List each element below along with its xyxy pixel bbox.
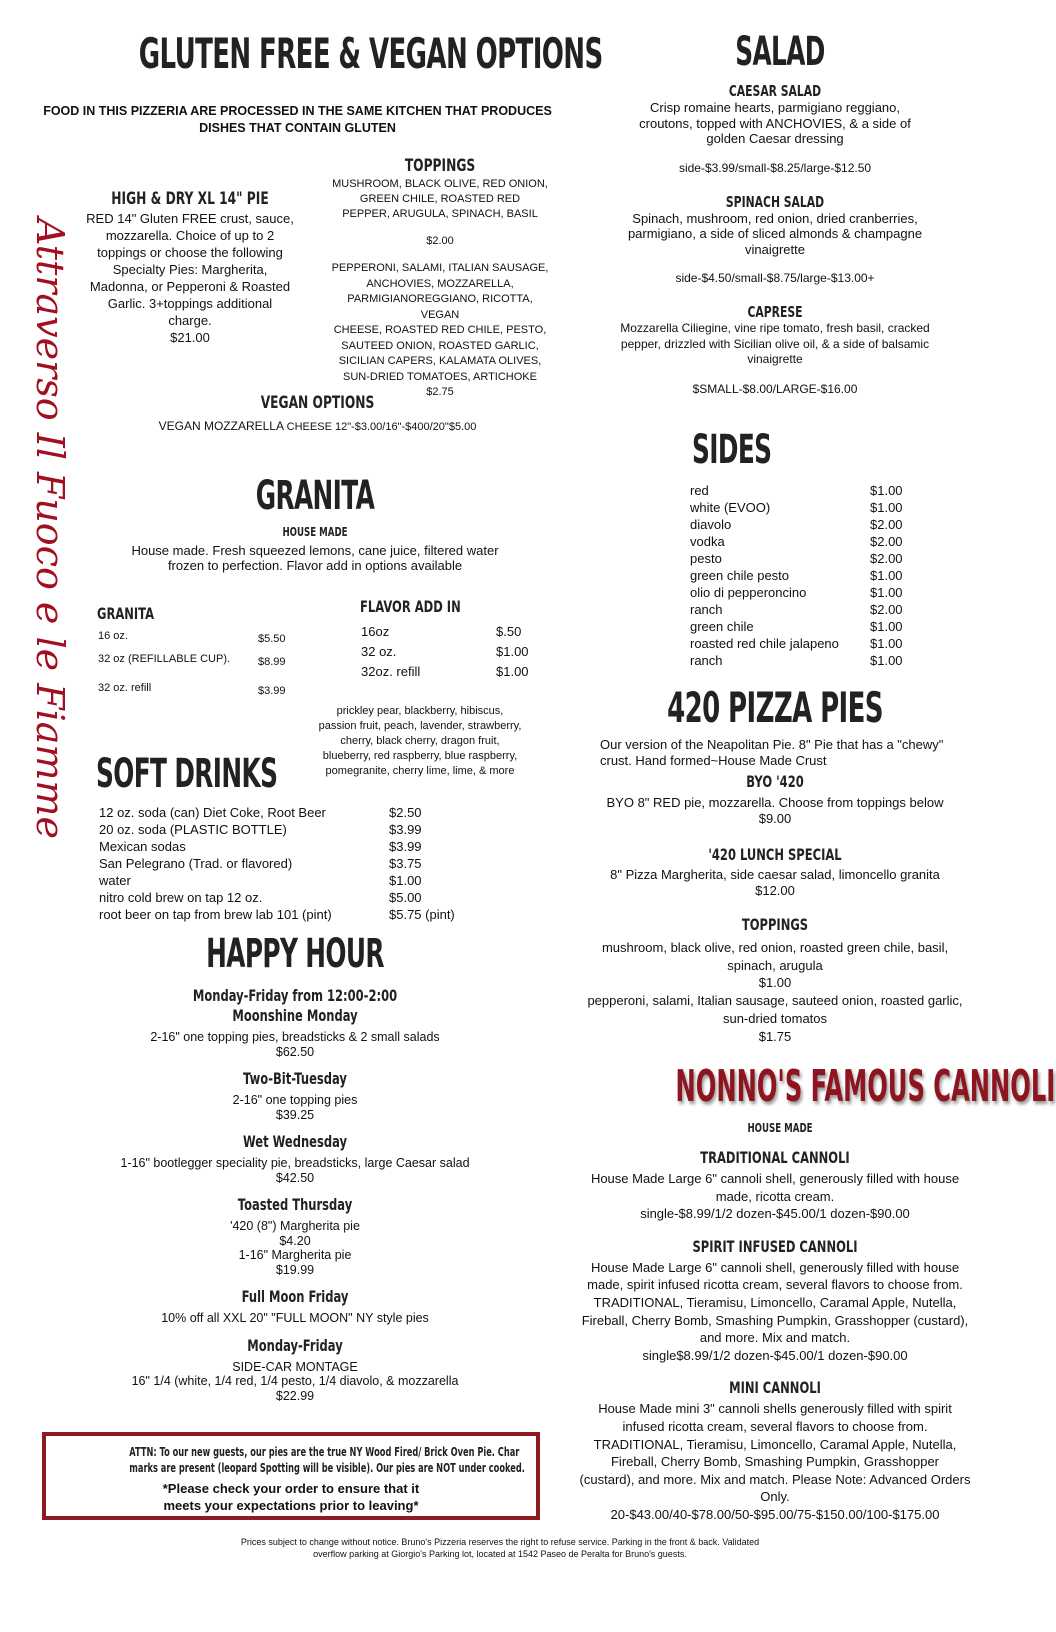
granita-item-price: $8.99 [258, 656, 286, 668]
attn-line1: ATTN: To our new guests, our pies are the true NY Wood Fired/ Brick Oven Pie. Char [129, 1444, 520, 1459]
vegan-line: VEGAN MOZZARELLA CHEESE 12"-$3.00/16"-$400/20"$5.00 [158, 419, 477, 433]
special-line: 10% off all XXL 20" "FULL MOON" NY style pies [161, 1311, 429, 1325]
high-dry-line: Garlic. 3+toppings additional [107, 296, 273, 311]
side-item-price: $1.00 [870, 500, 903, 515]
cannoli-desc-line: Fireball, Cherry Bomb, Smashing Pumpkin, Grasshopper [610, 1454, 940, 1470]
cannoli-desc-line: made, ricotta cream. [715, 1188, 835, 1204]
granita-item-name: 32 oz (REFILLABLE CUP). [98, 653, 231, 665]
cannoli-desc-line: House Made Large 6" cannoli shell, generously filled with house [590, 1171, 960, 1186]
lunch-price: $12.00 [755, 883, 795, 898]
happy-hour-special [90, 1132, 500, 1185]
sides-title: SIDES [692, 427, 772, 473]
pie-topping-line: pepperoni, salami, Italian sausage, sauteed onion, roasted garlic, [587, 993, 963, 1009]
soft-drinks-list [99, 804, 479, 923]
side-item-price: $2.00 [870, 551, 903, 566]
side-item-name: olio di pepperoncino [690, 585, 807, 600]
topping-line: PARMIGIANOREGGIANO, RICOTTA, VEGAN [347, 293, 533, 321]
high-dry-line: mozzarella. Choice of up to 2 [105, 228, 275, 243]
soft-drink-item-price: $5.75 (pint) [389, 907, 455, 922]
vegan-title: VEGAN OPTIONS [260, 393, 375, 413]
soft-drink-item [99, 838, 479, 855]
addin-item-price: $1.00 [496, 664, 529, 679]
pies-420-title: 420 PIZZA PIES [667, 683, 883, 732]
salad-desc-line: Spinach, mushroom, red onion, dried cranberries, [632, 210, 918, 226]
cannoli-desc-line: infused ricotta cream, several flavors to choose from. [622, 1418, 928, 1434]
toppings-price1: $2.00 [426, 235, 454, 247]
granita-item [98, 628, 290, 648]
special-line: $42.50 [275, 1170, 315, 1185]
salad-desc-line: Crisp romaine hearts, parmigiano reggiano, [649, 100, 900, 115]
special-name: Moonshine Monday [232, 1006, 358, 1025]
soft-drink-item-name: San Pelegrano (Trad. or flavored) [99, 856, 293, 871]
flavor-list [305, 704, 535, 779]
side-item-price: $2.00 [870, 534, 903, 549]
happy-hour-title: HAPPY HOUR [206, 931, 384, 977]
salad-desc-line: pepper, drizzled with Sicilian olive oil, & a side of balsamic [620, 336, 930, 351]
soft-drink-item-price: $3.75 [389, 856, 422, 871]
salad-desc-line: parmigiano, a side of sliced almonds & champagne [627, 226, 923, 241]
attn-line2: marks are present (leopard Spotting will be visible). Our pies are NOT under cooked. [129, 1460, 525, 1475]
sides-list [690, 482, 908, 669]
pie-topping-line: mushroom, black olive, red onion, roasted green chile, basil, [601, 940, 949, 955]
high-dry-line: Specialty Pies: Margherita, [112, 262, 268, 277]
byo-title: BYO '420 [746, 772, 804, 791]
side-item [690, 516, 908, 533]
topping-line: MUSHROOM, BLACK OLIVE, RED ONION, [332, 178, 548, 190]
salad-desc-line: croutons, topped with ANCHOVIES, & a side of [639, 115, 911, 131]
pie-topping-line: spinach, arugula [727, 957, 823, 973]
addin-item-name: 32 oz. [361, 644, 397, 659]
special-line: 2-16" one topping pies, breadsticks & 2 small salads [150, 1030, 440, 1044]
cannoli-desc-line: 20-$43.00/40-$78.00/50-$95.00/75-$150.00/100-$175.00 [610, 1506, 940, 1522]
special-line: SIDE-CAR MONTAGE [232, 1359, 358, 1374]
cannoli-name: TRADITIONAL CANNOLI [700, 1148, 850, 1167]
addin-item-name: 32oz. refill [361, 664, 421, 679]
flavor-line: cherry, black cherry, dragon fruit, [340, 735, 500, 747]
addin-price-list [361, 622, 533, 682]
salad-desc-line: Mozzarella Ciliegine, vine ripe tomato, fresh basil, cracked [620, 321, 930, 335]
side-item-price: $1.00 [870, 636, 903, 651]
salad-price: side-$4.50/small-$8.75/large-$13.00+ [675, 271, 875, 285]
side-item [690, 499, 908, 516]
soft-drink-item [99, 872, 479, 889]
side-item [690, 567, 908, 584]
cannoli-desc-line: single-$8.99/1/2 dozen-$45.00/1 dozen-$90.00 [640, 1206, 910, 1222]
granita-subtitle: HOUSE MADE [282, 525, 348, 539]
cannoli-item [565, 1378, 985, 1523]
granita-item-name: 32 oz. refill [98, 682, 152, 694]
happy-hour-special [90, 1287, 500, 1326]
salad-price: side-$3.99/small-$8.25/large-$12.50 [678, 160, 872, 175]
side-item-name: green chile pesto [690, 568, 790, 583]
side-item [690, 482, 908, 499]
soft-drink-item [99, 804, 479, 821]
cannoli-desc-line: Fireball, Cherry Bomb, Smashing Pumpkin, Grasshopper (custard), [581, 1312, 969, 1328]
soft-drink-item-price: $3.99 [389, 839, 422, 854]
side-item-name: ranch [690, 653, 723, 668]
side-item [690, 652, 908, 669]
side-item-name: green chile [690, 619, 754, 634]
cannoli-desc-line: TRADITIONAL, Tieramisu, Limoncello, Caramal Apple, Nutella, [593, 1294, 957, 1310]
soft-drinks-title: SOFT DRINKS [96, 751, 278, 797]
side-item [690, 533, 908, 550]
soft-drink-item-price: $5.00 [389, 890, 422, 905]
cannoli-desc-line: (custard), and more. Mix and match. Please Note: Advanced Orders [579, 1471, 971, 1487]
flavor-line: prickley pear, blackberry, hibiscus, [336, 705, 504, 717]
cannoli-desc-line: TRADITIONAL, Tieramisu, Limoncello, Caramal Apple, Nutella, [593, 1436, 957, 1452]
addin-item-price: $1.00 [496, 644, 529, 659]
topping-line: GREEN CHILE, ROASTED RED [359, 193, 521, 205]
cannoli-name: SPIRIT INFUSED CANNOLI [692, 1236, 858, 1256]
special-line: '420 (8") Margherita pie [230, 1219, 360, 1233]
side-item [690, 635, 908, 652]
toppings-group2 [330, 261, 550, 401]
side-item-price: $2.00 [870, 517, 903, 532]
cannoli-list [565, 1148, 985, 1524]
cannoli-desc-line: and more. Mix and match. [699, 1330, 851, 1346]
pie-toppings-lines [585, 939, 965, 1045]
salad-price: $SMALL-$8.00/LARGE-$16.00 [692, 381, 858, 396]
topping-line: SAUTEED ONION, ROASTED GARLIC, [341, 339, 539, 352]
gluten-notice: FOOD IN THIS PIZZERIA ARE PROCESSED IN THE SAME KITCHEN THAT PRODUCES DISHES THAT CONTAIN GLUTEN [43, 104, 552, 135]
granita-item [98, 651, 290, 671]
soft-drink-item-price: $1.00 [389, 873, 422, 888]
granita-item-price: $3.99 [258, 685, 286, 697]
addin-item [361, 662, 533, 682]
special-line: 1-16" Margherita pie [238, 1248, 352, 1262]
granita-item-price: $5.50 [258, 633, 286, 645]
flavor-line: blueberry, red raspberry, blue raspberry, [322, 750, 518, 762]
soft-drink-item [99, 889, 479, 906]
pie-topping-line: $1.00 [758, 975, 792, 991]
granita-price-list [98, 628, 290, 700]
byo-price: $9.00 [758, 811, 792, 826]
side-item-name: pesto [690, 551, 722, 566]
soft-drink-item [99, 855, 479, 872]
addin-item [361, 622, 533, 642]
cannoli-desc-line: Only. [760, 1489, 790, 1505]
side-item [690, 618, 908, 635]
toppings-title: TOPPINGS [404, 156, 476, 176]
high-dry-line: Madonna, or Pepperoni & Roasted [89, 279, 291, 294]
granita-title: GRANITA [255, 473, 375, 519]
side-item [690, 550, 908, 567]
salad-name: SPINACH SALAD [725, 192, 825, 211]
high-dry-desc [80, 210, 300, 346]
salad-item [605, 303, 945, 396]
side-item-price: $2.00 [870, 602, 903, 617]
salad-list [605, 82, 945, 396]
lunch-desc: 8" Pizza Margherita, side caesar salad, limoncello granita [610, 867, 940, 882]
high-dry-line: $21.00 [170, 330, 210, 345]
cannoli-desc-line: single$8.99/1/2 dozen-$45.00/1 dozen-$90.00 [642, 1347, 908, 1363]
addin-item [361, 642, 533, 662]
happy-hour-special [90, 1336, 500, 1404]
side-script: Attraverso Il Fuoco e le Fiamme [28, 218, 72, 839]
salad-name: CAPRESE [747, 303, 803, 321]
special-name: Toasted Thursday [237, 1195, 353, 1214]
high-dry-title: HIGH & DRY XL 14" PIE [111, 189, 269, 209]
salad-item [605, 193, 945, 286]
addin-item-name: 16oz [361, 624, 390, 639]
side-item-price: $1.00 [870, 619, 903, 634]
attn-line4: meets your expectations prior to leaving* [163, 1498, 419, 1513]
side-item-name: ranch [690, 602, 723, 617]
high-dry-line: charge. [168, 313, 212, 328]
toppings-group1 [330, 177, 550, 222]
topping-line: SUN-DRIED TOMATOES, ARTICHOKE $2.75 [343, 370, 537, 398]
cannoli-name: MINI CANNOLI [729, 1378, 821, 1398]
side-item-price: $1.00 [870, 585, 903, 600]
salad-name: CAESAR SALAD [728, 82, 822, 100]
pie-topping-line: $1.75 [758, 1028, 792, 1044]
happy-hour-hours: Monday-Friday from 12:00-2:00 [192, 986, 398, 1005]
soft-drink-item [99, 821, 479, 838]
special-name: Full Moon Friday [241, 1287, 349, 1306]
pies-420-intro: Our version of the Neapolitan Pie. 8" Pie that has a "chewy" crust. Hand formed~House Made Crust [600, 737, 944, 768]
cannoli-title: NONNO'S FAMOUS CANNOLI [675, 1061, 1056, 1112]
footer-note: Prices subject to change without notice. Bruno's Pizzeria reserves the right to refuse service. Parking in the front & back. Validated overflow parking at Giorgio's Parking lot, located at 1542 Paseo de Peralta for Bruno's guests. [240, 1537, 760, 1559]
flavor-line: passion fruit, peach, lavender, strawberry, [318, 720, 522, 732]
side-item-name: diavolo [690, 517, 732, 532]
soft-drink-item-price: $3.99 [389, 822, 422, 837]
happy-hour-specials [90, 986, 500, 1403]
pie-topping-line: sun-dried tomatos [722, 1010, 828, 1026]
side-item-name: roasted red chile jalapeno [690, 636, 839, 651]
soft-drink-item [99, 906, 479, 923]
cannoli-desc-line: House Made Large 6" cannoli shell, generously filled with house [590, 1259, 960, 1275]
side-item-name: red [690, 483, 709, 498]
side-item-name: vodka [690, 534, 725, 549]
soft-drink-item-price: $2.50 [389, 805, 422, 820]
attn-line3: *Please check your order to ensure that it [162, 1481, 420, 1496]
special-line: $39.25 [275, 1107, 315, 1122]
soft-drink-item-name: 20 oz. soda (PLASTIC BOTTLE) [99, 822, 287, 837]
salad-desc-line: vinaigrette [747, 352, 803, 366]
happy-hour-special [90, 1195, 500, 1277]
byo-desc: BYO 8" RED pie, mozzarella. Choose from toppings below [606, 795, 944, 810]
lunch-title: '420 LUNCH SPECIAL [708, 845, 842, 864]
special-line: 1-16" bootlegger speciality pie, breadsticks, large Caesar salad [120, 1156, 470, 1170]
topping-line: PEPPERONI, SALAMI, ITALIAN SAUSAGE, [331, 262, 549, 274]
addin-item-price: $.50 [496, 624, 522, 639]
side-item-name: white (EVOO) [690, 500, 771, 515]
soft-drink-item-name: water [99, 873, 131, 888]
flavor-line: pomegranite, cherry lime, lime, & more [325, 765, 515, 777]
special-line: $22.99 [275, 1388, 315, 1403]
soft-drink-item-name: root beer on tap from brew lab 101 (pint) [99, 907, 332, 922]
special-name: Wet Wednesday [242, 1132, 348, 1151]
granita-desc: House made. Fresh squeezed lemons, cane juice, filtered water frozen to perfection. Flavor add in options available [131, 543, 499, 573]
side-item [690, 584, 908, 601]
side-item-price: $1.00 [870, 653, 903, 668]
pie-toppings-title: TOPPINGS [741, 915, 809, 934]
granita-list-title: GRANITA [97, 604, 155, 623]
soft-drink-item-name: Mexican sodas [99, 839, 186, 854]
soft-drink-item-name: nitro cold brew on tap 12 oz. [99, 890, 263, 905]
high-dry-line: toppings or choose the following [97, 245, 283, 260]
special-line: $4.20 [279, 1233, 311, 1248]
topping-line: PEPPER, ARUGULA, SPINACH, BASIL [342, 208, 538, 220]
salad-item [605, 82, 945, 175]
salad-desc-line: golden Caesar dressing [706, 131, 844, 146]
special-name: Monday-Friday [247, 1335, 343, 1355]
attn-box [42, 1432, 540, 1520]
cannoli-item [565, 1237, 985, 1365]
happy-hour-special [90, 1006, 500, 1059]
special-line: $19.99 [275, 1262, 315, 1277]
special-name: Two-Bit-Tuesday [243, 1069, 347, 1088]
gluten-free-title: GLUTEN FREE & VEGAN OPTIONS [138, 29, 603, 78]
side-item-price: $1.00 [870, 483, 903, 498]
side-item-price: $1.00 [870, 568, 903, 583]
granita-item-name: 16 oz. [98, 630, 128, 642]
topping-line: CHEESE, ROASTED RED CHILE, PESTO, [333, 324, 547, 336]
salad-desc-line: vinaigrette [745, 241, 805, 257]
flavor-addin-title: FLAVOR ADD IN [360, 597, 461, 616]
soft-drink-item-name: 12 oz. soda (can) Diet Coke, Root Beer [99, 805, 326, 820]
special-line: 16" 1/4 (white, 1/4 red, 1/4 pesto, 1/4 diavolo, & mozzarella [131, 1374, 459, 1388]
special-line: $62.50 [275, 1044, 315, 1059]
happy-hour-special [90, 1069, 500, 1122]
side-item [690, 601, 908, 618]
topping-line: ANCHOVIES, MOZZARELLA, [366, 277, 514, 290]
high-dry-line: RED 14" Gluten FREE crust, sauce, [86, 211, 294, 226]
special-line: 2-16" one topping pies [232, 1093, 358, 1107]
cannoli-desc-line: made, spirit infused ricotta cream, several flavors to choose from. [587, 1277, 963, 1293]
cannoli-subtitle: HOUSE MADE [747, 1121, 813, 1135]
salad-title: SALAD [735, 29, 825, 75]
granita-item [98, 680, 290, 700]
cannoli-item [565, 1148, 985, 1223]
cannoli-desc-line: House Made mini 3" cannoli shells generously filled with spirit [598, 1401, 952, 1417]
topping-line: SICILIAN CAPERS, KALAMATA OLIVES, [338, 355, 542, 367]
